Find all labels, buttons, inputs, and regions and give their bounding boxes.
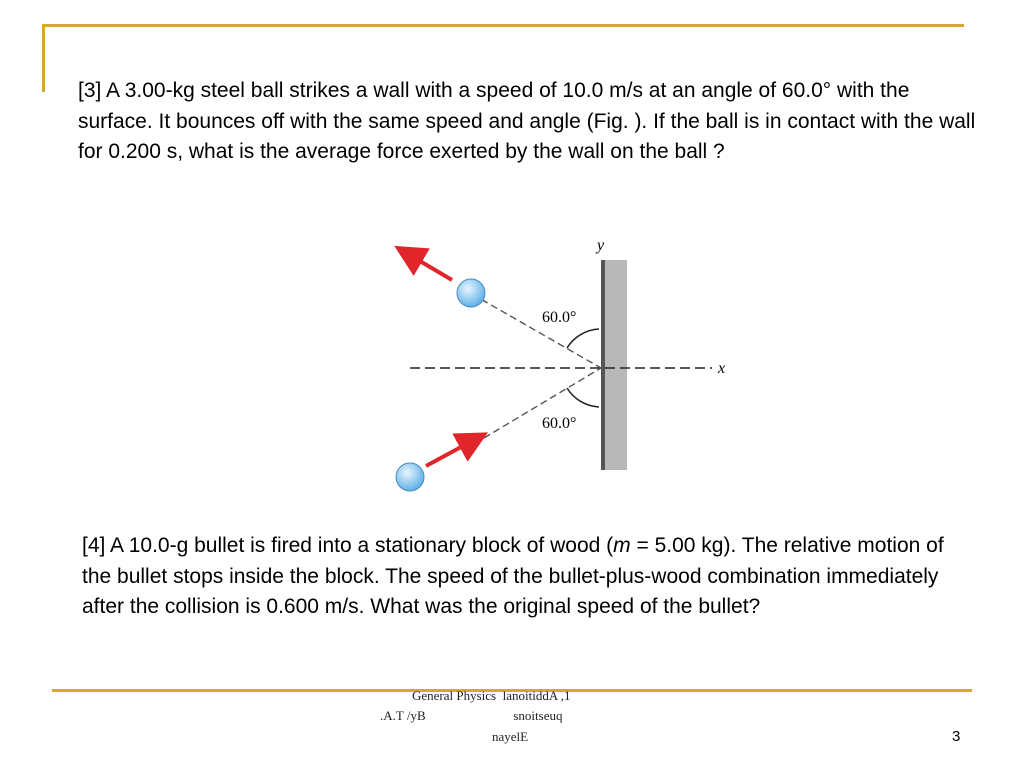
ball-wall-figure <box>380 228 760 500</box>
problem-4-prefix: [4] A 10.0-g bullet is fired into a stationary block of wood ( <box>82 534 614 557</box>
x-axis-label: x <box>718 360 726 377</box>
ball-after-bounce <box>457 279 485 307</box>
incoming-velocity-arrow <box>426 440 474 466</box>
angle-arc-bottom <box>567 388 599 407</box>
footer-line-1: General Physics lanoitiddA ,1 <box>412 688 571 703</box>
footer-line-2: .A.T /yB snoitseuq <box>380 708 563 723</box>
footer-line-3: nayelE <box>492 729 529 744</box>
ball-before-impact <box>396 463 424 491</box>
problem-4-text <box>82 531 972 623</box>
slide-frame-left-line <box>42 24 45 92</box>
outgoing-velocity-arrow <box>408 254 452 280</box>
y-axis-label: y <box>597 237 605 254</box>
outgoing-path <box>472 294 601 368</box>
ball-wall-diagram <box>380 228 760 500</box>
slide-frame-top-line <box>42 24 964 27</box>
problem-3-text: [3] A 3.00-kg steel ball strikes a wall with a speed of 10.0 m/s at an angle of 60.0° with the surface. It bounces off with the same speed and angle (Fig. ). If the ball is in contact with the wall for 0.200 s, what is the average force exerted by the wall on the ball ? <box>78 79 976 163</box>
page-number: 3 <box>952 728 961 745</box>
mass-symbol: m <box>613 534 631 557</box>
wall-surface <box>601 260 605 470</box>
angle-label-top: 60.0° <box>542 309 577 326</box>
angle-arc-top <box>567 329 599 348</box>
problem-4-suffix: = 5.00 kg). The relative motion of the bullet stops inside the block. The speed of the bullet-plus-wood combination immediately after the collision is 0.600 m/s. What was the original speed of the bullet? <box>82 534 944 618</box>
angle-label-bottom: 60.0° <box>542 415 577 432</box>
